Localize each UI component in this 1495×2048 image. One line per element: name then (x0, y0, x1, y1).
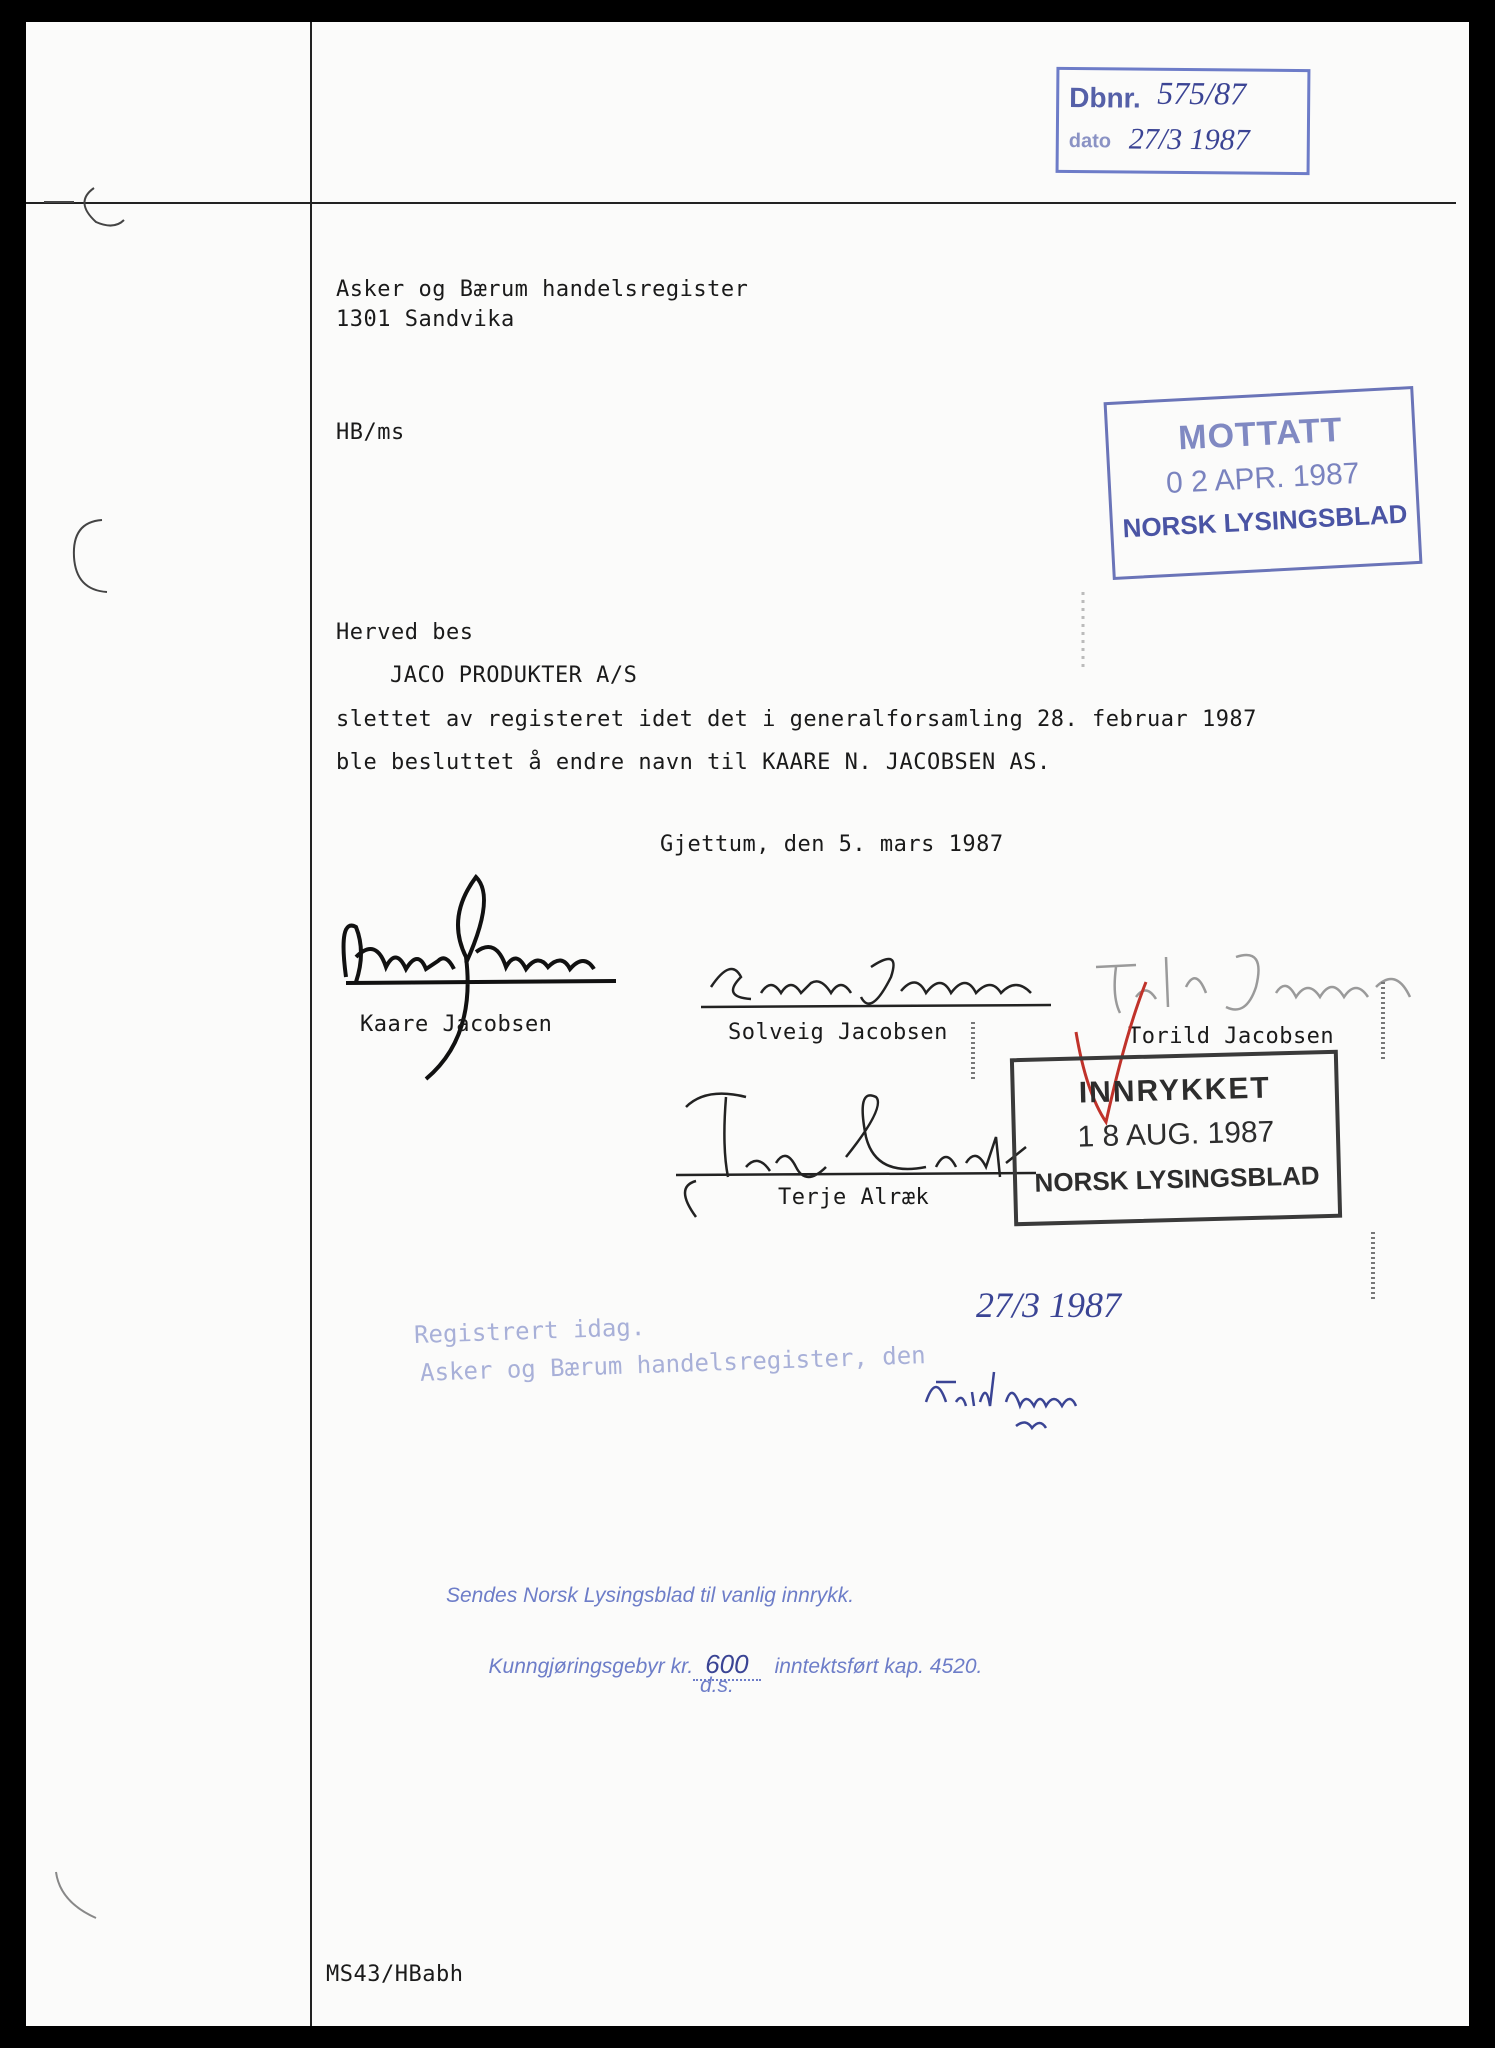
published-stamp-date: 1 8 AUG. 1987 (1077, 1115, 1275, 1154)
body-opening: Herved bes (336, 620, 474, 645)
dbnr-number: 575/87 (1157, 74, 1247, 112)
forward-note-line-3: d.s. (700, 1674, 734, 1697)
reference-code: HB/ms (336, 420, 405, 445)
registrar-signature (916, 1362, 1116, 1442)
signature-solveig (691, 937, 1111, 1027)
header-rule-horizontal (26, 202, 1456, 204)
dbnr-label: Dbnr. (1069, 82, 1141, 114)
footer-code: MS43/HBabh (326, 1962, 464, 1987)
signatory-1-name: Kaare Jacobsen (360, 1012, 553, 1037)
forward-note-line-1: Sendes Norsk Lysingsblad til vanlig innrykk. (446, 1584, 855, 1607)
registration-line-1: Registrert idag. (413, 1312, 646, 1350)
signature-kaare (326, 857, 646, 1087)
punch-hole-top (34, 182, 134, 242)
document-page (26, 22, 1469, 2026)
perforation-marks-1 (1078, 592, 1088, 672)
signatory-3-name: Torild Jacobsen (1128, 1024, 1335, 1049)
signature-terje (666, 1067, 1046, 1237)
received-stamp-title: MOTTATT (1177, 410, 1344, 458)
forward-note-fee-suffix: inntektsført kap. 4520. (774, 1655, 983, 1678)
dbnr-date: 27/3 1987 (1128, 122, 1250, 157)
place-date: Gjettum, den 5. mars 1987 (660, 832, 1004, 857)
signatory-2-name: Solveig Jacobsen (728, 1020, 948, 1045)
body-line-1: slettet av registeret idet det i generalforsamling 28. februar 1987 (336, 707, 1257, 732)
margin-rule-vertical (310, 22, 312, 2026)
perforation-marks-4 (1366, 1232, 1380, 1302)
registration-date: 27/3 1987 (976, 1285, 1122, 1325)
dbnr-stamp (1056, 67, 1311, 175)
registration-line-2: Asker og Bærum handelsregister, den (419, 1341, 927, 1387)
forward-note-fee-label: Kunngjøringsgebyr kr. (488, 1655, 694, 1678)
received-stamp-org: NORSK LYSINGSBLAD (1121, 498, 1409, 544)
forward-note-fee: 600 (693, 1649, 760, 1681)
punch-hole-middle (52, 512, 112, 602)
perforation-marks-2 (1376, 982, 1390, 1062)
company-name: JACO PRODUKTER A/S (390, 663, 638, 688)
punch-hole-bottom (46, 1862, 116, 1942)
published-stamp-title: INNRYKKET (1078, 1071, 1272, 1110)
dbnr-date-label: dato (1068, 130, 1112, 153)
published-stamp (1010, 1050, 1342, 1227)
published-stamp-org: NORSK LYSINGSBLAD (1034, 1160, 1320, 1198)
signatory-4-name: Terje Alræk (778, 1185, 930, 1210)
perforation-marks-3 (966, 1022, 980, 1082)
recipient-city: 1301 Sandvika (336, 307, 515, 332)
recipient-name: Asker og Bærum handelsregister (336, 277, 749, 302)
received-stamp (1104, 386, 1423, 580)
body-line-2: ble besluttet å endre navn til KAARE N. JACOBSEN AS. (336, 750, 1051, 775)
received-stamp-date: 0 2 APR. 1987 (1165, 456, 1361, 501)
